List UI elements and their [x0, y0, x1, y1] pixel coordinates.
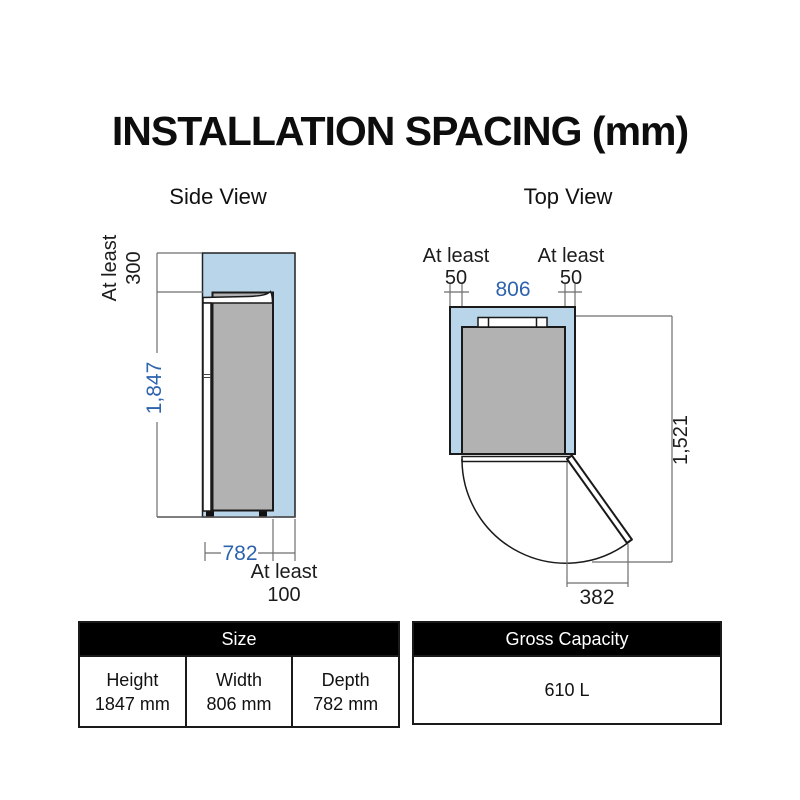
left-clearance-value: 50	[444, 267, 468, 289]
top-view-diagram	[410, 230, 710, 620]
depth-label: Depth	[321, 669, 370, 690]
height-value: 1,847	[143, 361, 166, 415]
width-value: 806	[495, 278, 531, 301]
front-foot	[206, 511, 214, 517]
capacity-table	[412, 621, 722, 725]
top-clearance-label: At least	[99, 234, 121, 302]
depth-cell	[293, 657, 398, 726]
top-view-title: Top View	[523, 184, 613, 209]
rear-clearance-label: At least	[250, 561, 318, 583]
total-depth-value: 1,521	[670, 414, 692, 466]
size-table	[78, 621, 400, 728]
depth-value: 782 mm	[313, 693, 379, 714]
height-value: 1847 mm	[94, 693, 170, 714]
width-value: 806 mm	[206, 693, 272, 714]
door-swing-value: 382	[579, 586, 615, 609]
rear-clearance-value: 100	[267, 584, 301, 606]
right-clearance-value: 50	[559, 267, 583, 289]
width-label: Width	[216, 669, 263, 690]
capacity-value: 610 L	[414, 655, 720, 723]
left-clearance-label: At least	[422, 245, 490, 267]
side-view-title: Side View	[169, 184, 267, 209]
top-clearance-value: 300	[123, 251, 145, 285]
page-title: INSTALLATION SPACING (mm)	[111, 108, 689, 154]
total-depth-dimension-line	[576, 316, 672, 562]
size-table-header: Size	[80, 623, 398, 655]
side-fridge-door	[203, 303, 211, 511]
side-fridge-body	[213, 293, 274, 511]
door-closed	[462, 457, 572, 462]
door-open	[567, 456, 632, 544]
rear-foot	[259, 511, 267, 517]
right-clearance-label: At least	[537, 245, 605, 267]
height-cell	[80, 657, 187, 726]
side-view-diagram	[90, 230, 330, 610]
capacity-table-header: Gross Capacity	[414, 623, 720, 655]
depth-value: 782	[222, 542, 258, 565]
width-cell	[187, 657, 294, 726]
height-label: Height	[106, 669, 159, 690]
top-fridge-body	[462, 327, 565, 454]
